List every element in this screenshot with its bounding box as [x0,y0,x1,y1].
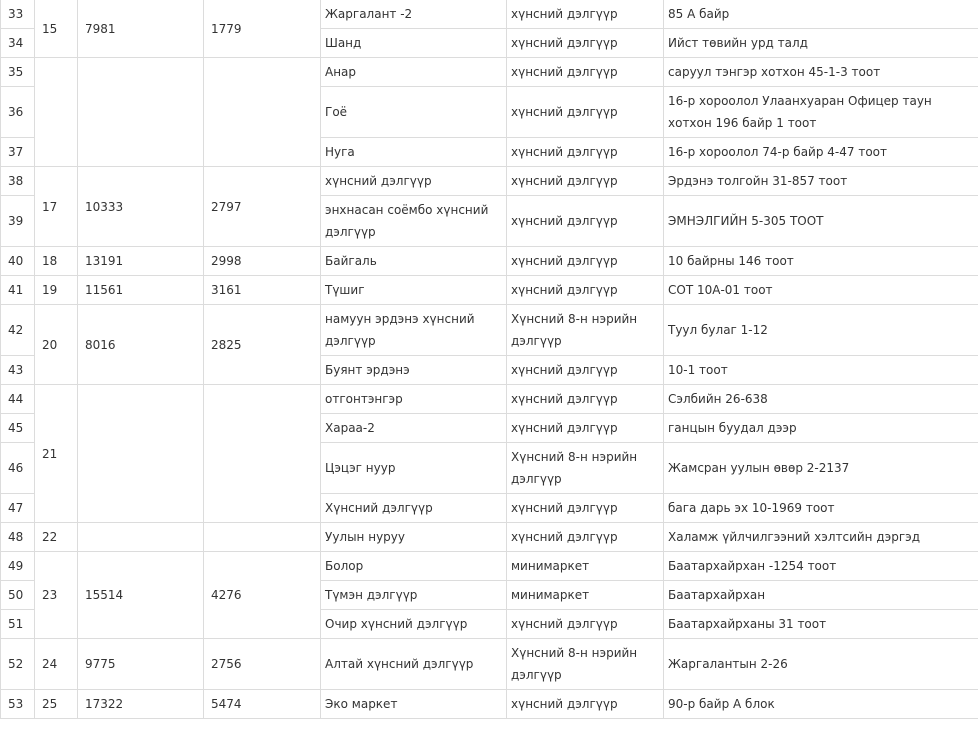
store-name: Байгаль [321,247,507,276]
store-type: хүнсний дэлгүүр [507,276,664,305]
store-address: Баатархайрханы 31 тоот [664,610,978,639]
store-name: отгонтэнгэр [321,385,507,414]
group-households [204,58,321,167]
store-name: Эко маркет [321,690,507,719]
store-address: Ийст төвийн урд талд [664,29,978,58]
store-address: 90-р байр А блок [664,690,978,719]
store-name: Уулын нуруу [321,523,507,552]
row-number: 46 [1,443,35,494]
store-address: 10 байрны 146 тоот [664,247,978,276]
store-name: Хүнсний дэлгүүр [321,494,507,523]
group-population: 9775 [78,639,204,690]
store-address: СОТ 10А-01 тоот [664,276,978,305]
store-name: хүнсний дэлгүүр [321,167,507,196]
store-address: 16-р хороолол 74-р байр 4-47 тоот [664,138,978,167]
store-address: бага дарь эх 10-1969 тоот [664,494,978,523]
table-row [1,690,978,719]
store-type: хүнсний дэлгүүр [507,29,664,58]
group-number: 15 [35,0,78,58]
group-number: 18 [35,247,78,276]
store-name: энхнасан соёмбо хүнсний дэлгүүр [321,196,507,247]
group-households: 3161 [204,276,321,305]
group-households: 2797 [204,167,321,247]
store-type: хүнсний дэлгүүр [507,138,664,167]
group-households [204,523,321,552]
store-address: Халамж үйлчилгээний хэлтсийн дэргэд [664,523,978,552]
store-address: Баатархайрхан -1254 тоот [664,552,978,581]
group-number [35,58,78,167]
table-row [1,247,978,276]
table-row [1,305,978,356]
store-type: хүнсний дэлгүүр [507,494,664,523]
store-type: минимаркет [507,581,664,610]
store-type: хүнсний дэлгүүр [507,610,664,639]
store-name: Түшиг [321,276,507,305]
row-number: 36 [1,87,35,138]
store-address: 10-1 тоот [664,356,978,385]
store-name: Түмэн дэлгүүр [321,581,507,610]
store-type: хүнсний дэлгүүр [507,0,664,29]
row-number: 47 [1,494,35,523]
store-type: хүнсний дэлгүүр [507,58,664,87]
store-address: Баатархайрхан [664,581,978,610]
store-name: Хараа-2 [321,414,507,443]
group-number: 21 [35,385,78,523]
store-name: Анар [321,58,507,87]
row-number: 37 [1,138,35,167]
group-number: 20 [35,305,78,385]
store-address: саруул тэнгэр хотхон 45-1-3 тоот [664,58,978,87]
group-households [204,385,321,523]
store-name: Жаргалант -2 [321,0,507,29]
store-name: Шанд [321,29,507,58]
store-address: ганцын буудал дээр [664,414,978,443]
store-name: Буянт эрдэнэ [321,356,507,385]
group-households: 5474 [204,690,321,719]
row-number: 51 [1,610,35,639]
group-households: 4276 [204,552,321,639]
group-households: 2825 [204,305,321,385]
store-name: Алтай хүнсний дэлгүүр [321,639,507,690]
group-number: 22 [35,523,78,552]
store-type: Хүнсний 8-н нэрийн дэлгүүр [507,443,664,494]
store-address: 16-р хороолол Улаанхуаран Офицер таун хотхон 196 байр 1 тоот [664,87,978,138]
table-row [1,167,978,196]
row-number: 40 [1,247,35,276]
group-population [78,523,204,552]
row-number: 42 [1,305,35,356]
store-type: хүнсний дэлгүүр [507,87,664,138]
row-number: 52 [1,639,35,690]
store-name: намуун эрдэнэ хүнсний дэлгүүр [321,305,507,356]
store-type: Хүнсний 8-н нэрийн дэлгүүр [507,305,664,356]
group-number: 19 [35,276,78,305]
group-number: 17 [35,167,78,247]
row-number: 53 [1,690,35,719]
row-number: 44 [1,385,35,414]
row-number: 43 [1,356,35,385]
group-households: 2998 [204,247,321,276]
store-address: 85 А байр [664,0,978,29]
store-name: Болор [321,552,507,581]
store-type: Хүнсний 8-н нэрийн дэлгүүр [507,639,664,690]
row-number: 48 [1,523,35,552]
table-row [1,523,978,552]
row-number: 45 [1,414,35,443]
store-type: хүнсний дэлгүүр [507,167,664,196]
table-row [1,639,978,690]
row-number: 50 [1,581,35,610]
group-population: 10333 [78,167,204,247]
group-population [78,385,204,523]
store-name: Нуга [321,138,507,167]
table-row [1,552,978,581]
store-type: хүнсний дэлгүүр [507,385,664,414]
store-type: хүнсний дэлгүүр [507,690,664,719]
group-population [78,58,204,167]
group-population: 8016 [78,305,204,385]
row-number: 35 [1,58,35,87]
group-population: 11561 [78,276,204,305]
store-address: Жамсран уулын өвөр 2-2137 [664,443,978,494]
row-number: 41 [1,276,35,305]
table-row [1,58,978,87]
table-row [1,385,978,414]
row-number: 49 [1,552,35,581]
group-number: 24 [35,639,78,690]
group-population: 13191 [78,247,204,276]
store-type: минимаркет [507,552,664,581]
store-type: хүнсний дэлгүүр [507,247,664,276]
group-population: 15514 [78,552,204,639]
group-population: 7981 [78,0,204,58]
group-households: 2756 [204,639,321,690]
store-name: Очир хүнсний дэлгүүр [321,610,507,639]
store-type: хүнсний дэлгүүр [507,523,664,552]
store-type: хүнсний дэлгүүр [507,414,664,443]
row-number: 34 [1,29,35,58]
group-households: 1779 [204,0,321,58]
row-number: 33 [1,0,35,29]
store-address: Эрдэнэ толгойн 31-857 тоот [664,167,978,196]
store-type: хүнсний дэлгүүр [507,196,664,247]
store-address: Туул булаг 1-12 [664,305,978,356]
store-name: Цэцэг нуур [321,443,507,494]
group-number: 23 [35,552,78,639]
store-address: Жаргалантын 2-26 [664,639,978,690]
group-number: 25 [35,690,78,719]
store-name: Гоё [321,87,507,138]
store-address: ЭМНЭЛГИЙН 5-305 ТООТ [664,196,978,247]
row-number: 39 [1,196,35,247]
group-population: 17322 [78,690,204,719]
table-row [1,0,978,29]
store-address: Сэлбийн 26-638 [664,385,978,414]
store-type: хүнсний дэлгүүр [507,356,664,385]
table-row [1,276,978,305]
stores-table-body [1,0,978,719]
row-number: 38 [1,167,35,196]
